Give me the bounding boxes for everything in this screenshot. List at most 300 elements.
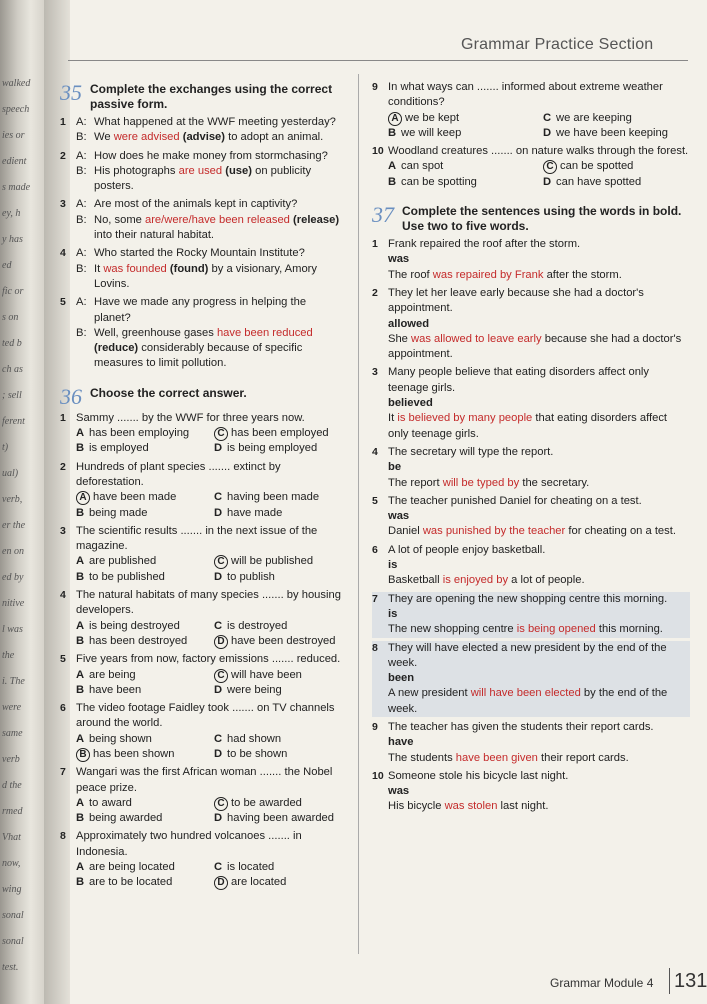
option-c	[214, 490, 344, 505]
option-letter: D	[214, 683, 223, 696]
key-word: believed	[388, 397, 433, 410]
item-number: 2	[60, 460, 66, 473]
option-c	[214, 732, 344, 747]
answer-options	[76, 619, 344, 650]
source-sentence: The teacher has given the students their report cards.	[388, 720, 654, 733]
exercise-instruction: Choose the correct answer.	[90, 385, 247, 400]
spine-text-fragment: ted b	[2, 338, 22, 349]
question-text: Five years from now, factory emissions ....... reduced.	[76, 653, 341, 666]
question-body	[76, 765, 344, 826]
source-sentence: Frank repaired the roof after the storm.	[388, 238, 581, 251]
question-body	[76, 652, 344, 698]
option-letter: A	[76, 555, 85, 568]
selected-option-letter: D	[214, 635, 228, 649]
spine-text-fragment: ual)	[2, 468, 19, 479]
question-text: Sammy ....... by the WWF for three years now.	[76, 411, 305, 424]
option-a	[76, 490, 206, 505]
item-number: 4	[60, 247, 66, 260]
exercise-items	[372, 237, 690, 815]
exercise-35	[60, 82, 344, 372]
rewrite-end: a lot of people.	[508, 574, 585, 587]
option-text: having been made	[227, 491, 320, 504]
rewritten-sentence	[388, 686, 690, 717]
question-text: Woodland creatures ....... on nature walks through the forest.	[388, 145, 689, 158]
transformation-item	[372, 494, 690, 540]
response-text-start: It	[94, 262, 104, 275]
option-c	[214, 426, 344, 441]
spine-text-fragment: y has	[2, 234, 23, 245]
answer-text: is believed by many people	[397, 412, 533, 425]
verb-prompt: (reduce)	[94, 342, 139, 355]
transformation-item	[372, 592, 690, 638]
rewrite-end: that eating disorders affect only teenage girls.	[388, 412, 668, 440]
rewrite-start: The roof	[388, 268, 433, 281]
item-number: 3	[60, 198, 66, 211]
spine-text-fragment: ed by	[2, 572, 24, 583]
exercise-number: 36	[60, 383, 82, 409]
multiple-choice-item	[60, 588, 344, 649]
speaker-a-line	[76, 246, 344, 261]
option-d	[214, 683, 344, 698]
question-text: The natural habitats of many species ....... by housing developers.	[76, 589, 341, 617]
speaker-label: A:	[76, 247, 87, 260]
option-d	[214, 875, 344, 890]
item-number: 8	[372, 641, 378, 654]
exercise-instruction: Complete the exchanges using the correct passive form.	[90, 82, 333, 111]
item-number: 9	[372, 81, 378, 93]
speaker-label: B:	[76, 131, 87, 144]
option-text: will be published	[231, 555, 314, 568]
column-divider	[358, 74, 359, 954]
speaker-b-line	[76, 213, 344, 244]
exercise-instruction: Complete the sentences using the words in bold. Use two to five words.	[402, 204, 682, 234]
option-letter: D	[543, 175, 552, 188]
exchange-item	[60, 115, 344, 146]
verb-prompt: (use)	[225, 164, 252, 177]
option-letter: A	[76, 619, 85, 632]
rewrite-end: this morning.	[595, 623, 663, 636]
option-b	[76, 441, 206, 456]
rewrite-start: The report	[388, 476, 443, 489]
source-sentence: They let her leave early because she had a doctor's appointment.	[388, 286, 644, 315]
option-letter: A	[76, 732, 85, 745]
source-sentence: Many people believe that eating disorders affect only teenage girls.	[388, 366, 649, 394]
answer-text: will be typed by	[442, 476, 520, 489]
spine-text-fragment: same	[2, 728, 23, 739]
spine-text-fragment: nitive	[2, 598, 25, 609]
key-word: was	[388, 785, 410, 798]
rewrite-start: His bicycle	[388, 800, 445, 813]
rewrite-end: the secretary.	[519, 476, 590, 489]
rewrite-start: A new president	[388, 687, 471, 700]
option-b	[388, 126, 535, 141]
option-letter: A	[76, 861, 85, 874]
transformation-body	[388, 720, 690, 766]
spine-text-fragment: ch as	[2, 364, 23, 375]
multiple-choice-item	[372, 144, 690, 190]
exercise-header	[60, 383, 344, 409]
spine-text-fragment: rmed	[2, 806, 23, 817]
transformation-item	[372, 641, 690, 717]
option-letter: B	[76, 876, 85, 889]
option-d	[214, 747, 344, 762]
section-header-title: Grammar Practice Section	[461, 36, 654, 53]
spine-text-fragment: ies or	[2, 130, 25, 141]
transformation-body	[388, 769, 690, 815]
transformation-body	[388, 641, 690, 717]
option-text: have been made	[93, 491, 177, 504]
multiple-choice-item	[60, 765, 344, 826]
spine-text-fragment: test.	[2, 962, 19, 973]
response-text-end: considerably because of specific measures to limit pollution.	[94, 342, 303, 370]
option-letter: A	[76, 427, 85, 440]
response-text-end: to adopt an animal.	[225, 131, 324, 144]
option-text: has been shown	[93, 747, 175, 760]
option-text: having been awarded	[227, 812, 334, 825]
option-letter: B	[388, 175, 397, 188]
spine-text-fragment: sonal	[2, 936, 24, 947]
option-a	[76, 619, 206, 634]
option-text: being awarded	[89, 812, 163, 825]
rewritten-sentence	[388, 799, 690, 814]
option-d	[214, 570, 344, 585]
option-text: we will keep	[401, 126, 462, 139]
option-b	[76, 570, 206, 585]
option-c	[543, 111, 690, 126]
question-body	[76, 524, 344, 585]
item-number: 4	[60, 589, 66, 602]
multiple-choice-item	[60, 460, 344, 521]
answer-options	[76, 796, 344, 827]
footer-rule	[669, 968, 670, 994]
key-word: is	[388, 607, 398, 620]
item-number: 5	[60, 653, 66, 666]
verb-prompt: (advise)	[182, 131, 225, 144]
rewrite-end: last night.	[497, 800, 549, 813]
option-letter: B	[76, 570, 85, 583]
option-text: has been destroyed	[89, 634, 188, 647]
item-number: 10	[372, 769, 384, 782]
exercise-items	[372, 80, 690, 190]
response-text-end: into their natural habitat.	[94, 229, 215, 242]
option-letter: C	[214, 732, 223, 745]
option-text: can be spotting	[401, 175, 477, 188]
question-body	[76, 701, 344, 762]
option-letter: C	[214, 861, 223, 874]
answer-text: are used	[178, 164, 223, 177]
answer-options	[76, 668, 344, 699]
option-text: will have been	[231, 668, 302, 681]
spine-text-fragment: verb,	[2, 494, 23, 505]
exchange-body	[76, 246, 344, 292]
question-body	[76, 460, 344, 521]
spine-text-fragment: verb	[2, 754, 20, 765]
option-letter: D	[214, 506, 223, 519]
speaker-label: B:	[76, 164, 87, 177]
option-c	[214, 668, 344, 683]
question-text: Hundreds of plant species ....... extinct by deforestation.	[76, 460, 281, 488]
rewrite-end: because she had a doctor's appointment.	[388, 332, 682, 361]
item-number: 1	[60, 411, 66, 424]
selected-option-letter: A	[388, 112, 402, 126]
option-letter: B	[388, 126, 397, 139]
option-text: we be kept	[405, 111, 460, 124]
verb-prompt: (release)	[293, 213, 340, 226]
key-word: is	[388, 559, 398, 572]
option-text: to be awarded	[231, 796, 302, 809]
option-d	[214, 506, 344, 521]
option-text: have made	[227, 506, 283, 519]
spine-text-fragment: s made	[2, 182, 31, 193]
option-letter: B	[76, 442, 85, 455]
spine-text-fragment: sonal	[2, 910, 24, 921]
option-b	[76, 747, 206, 762]
option-b	[76, 634, 206, 649]
option-text: is employed	[89, 442, 149, 455]
spine-text-fragment: ey, h	[2, 208, 21, 219]
multiple-choice-item	[372, 80, 690, 141]
option-letter: B	[76, 683, 85, 696]
response-text	[94, 213, 344, 244]
speaker-label: A:	[76, 296, 87, 309]
question-text: Who started the Rocky Mountain Institute?	[94, 247, 305, 260]
option-letter: B	[76, 634, 85, 647]
answer-options	[388, 111, 690, 142]
exchange-body	[76, 197, 344, 243]
speaker-a-line	[76, 295, 344, 326]
spine-text-fragment: speech	[2, 104, 30, 115]
transformation-item	[372, 769, 690, 815]
option-b	[76, 506, 206, 521]
answer-options	[76, 860, 344, 891]
response-text	[94, 164, 344, 195]
answer-text: is being opened	[516, 623, 596, 636]
item-number: 3	[60, 524, 66, 537]
question-text: Wangari was the first African woman ....... the Nobel peace prize.	[76, 766, 333, 794]
verb-prompt: (found)	[169, 262, 209, 275]
option-text: to be published	[89, 570, 165, 583]
selected-option-letter: C	[214, 669, 228, 683]
question-body	[76, 829, 344, 890]
question-text: Have we made any progress in helping the planet?	[94, 296, 307, 324]
speaker-label: A:	[76, 149, 87, 162]
option-d	[543, 175, 690, 190]
exercise-items	[60, 115, 344, 372]
option-text: to be shown	[227, 747, 288, 760]
option-letter: A	[76, 796, 85, 809]
option-text: being made	[89, 506, 148, 519]
transformation-body	[388, 365, 690, 441]
answer-options	[388, 159, 690, 190]
option-text: had shown	[227, 732, 282, 745]
answer-text: were advised	[113, 131, 180, 144]
speaker-b-line	[76, 130, 344, 145]
item-number: 1	[372, 238, 378, 251]
selected-option-letter: B	[76, 748, 90, 762]
option-letter: D	[214, 747, 223, 760]
answer-text: have been given	[455, 751, 538, 764]
speaker-label: B:	[76, 213, 87, 226]
transformation-body	[388, 286, 690, 362]
spine-text-fragment: d the	[2, 780, 22, 791]
spine-text-fragment: i. The	[2, 676, 25, 687]
option-d	[543, 126, 690, 141]
transformation-item	[372, 543, 690, 589]
left-column	[60, 82, 344, 905]
response-text-start: His photographs	[94, 164, 179, 177]
response-text	[94, 326, 344, 372]
option-b	[76, 811, 206, 826]
transformation-item	[372, 365, 690, 441]
spine-text-fragment: l was	[2, 624, 23, 635]
item-number: 2	[60, 149, 66, 162]
speaker-b-line	[76, 326, 344, 372]
transformation-item	[372, 445, 690, 491]
key-word: was	[388, 510, 410, 523]
header-rule	[68, 60, 688, 61]
rewrite-start: She	[388, 332, 412, 345]
option-d	[214, 811, 344, 826]
spine-text-fragment: ferent	[2, 416, 25, 427]
item-number: 1	[60, 116, 66, 128]
spine-text-fragment: er the	[2, 520, 26, 531]
question-text: Are most of the animals kept in captivity?	[94, 198, 298, 211]
exercise-36	[60, 383, 344, 891]
transformation-body	[388, 445, 690, 491]
item-number: 8	[60, 830, 66, 843]
transformation-item	[372, 720, 690, 766]
item-number: 9	[372, 720, 378, 733]
left-page-spine	[0, 0, 44, 1004]
spine-text-fragment: ; sell	[2, 390, 22, 401]
option-text: can be spotted	[560, 160, 634, 173]
transformation-body	[388, 237, 690, 283]
option-text: has been employing	[89, 427, 190, 440]
exercise-number: 37	[372, 202, 394, 228]
option-b	[76, 875, 206, 890]
response-text-start: No, some	[94, 213, 145, 226]
speaker-label: B:	[76, 326, 87, 339]
option-text: is destroyed	[227, 619, 288, 632]
rewritten-sentence	[388, 268, 690, 283]
option-c	[543, 159, 690, 174]
rewritten-sentence	[388, 524, 690, 539]
option-text: are being located	[89, 861, 175, 874]
option-letter: A	[76, 668, 85, 681]
rewritten-sentence	[388, 573, 690, 588]
option-text: were being	[227, 683, 282, 696]
exchange-body	[76, 295, 344, 371]
option-text: to publish	[227, 570, 275, 583]
question-text: How does he make money from stormchasing?	[94, 149, 328, 162]
spine-text-fragment: fic or	[2, 286, 24, 297]
rewrite-end: their report cards.	[537, 751, 629, 764]
option-text: to award	[89, 796, 132, 809]
question-text: What happened at the WWF meeting yesterday?	[94, 116, 336, 128]
multiple-choice-item	[60, 701, 344, 762]
selected-option-letter: C	[214, 427, 228, 441]
transformation-item	[372, 237, 690, 283]
source-sentence: The secretary will type the report.	[388, 445, 554, 458]
question-text: The scientific results ....... in the next issue of the magazine.	[76, 524, 318, 553]
option-text: is being employed	[227, 442, 318, 455]
selected-option-letter: C	[214, 797, 228, 811]
answer-text: was allowed to leave early	[411, 332, 542, 345]
rewrite-start: The new shopping centre	[388, 623, 517, 636]
selected-option-letter: D	[214, 876, 228, 890]
answer-options	[76, 426, 344, 457]
option-text: we are keeping	[556, 111, 632, 124]
item-number: 3	[372, 366, 378, 379]
option-letter: C	[543, 111, 552, 124]
speaker-b-line	[76, 262, 344, 293]
response-text-end: by a visionary, Amory Lovins.	[94, 262, 318, 290]
question-body	[388, 80, 690, 141]
answer-text: was repaired by Frank	[432, 268, 544, 281]
response-text-end: on publicity posters.	[94, 164, 312, 193]
transformation-body	[388, 592, 690, 638]
speaker-label: B:	[76, 262, 87, 275]
option-a	[76, 426, 206, 441]
question-body	[76, 411, 344, 457]
key-word: be	[388, 461, 402, 474]
exchange-item	[60, 246, 344, 292]
option-c	[214, 860, 344, 875]
response-text-start: We	[94, 131, 114, 144]
option-text: we have been keeping	[556, 126, 668, 139]
multiple-choice-item	[60, 829, 344, 890]
selected-option-letter: A	[76, 491, 90, 505]
question-body	[388, 144, 690, 190]
exercise-37	[372, 204, 690, 815]
response-text	[94, 262, 344, 293]
exercise-header	[372, 204, 690, 234]
answer-options	[76, 490, 344, 521]
option-c	[214, 619, 344, 634]
spine-text-fragment: Vhat	[2, 832, 21, 843]
option-letter: C	[214, 491, 223, 504]
item-number: 4	[372, 445, 378, 458]
spine-text-fragment: wing	[2, 884, 22, 895]
answer-options	[76, 732, 344, 763]
spine-text-fragment: now,	[2, 858, 21, 869]
item-number: 7	[372, 592, 378, 605]
source-sentence: They are opening the new shopping centre this morning.	[388, 592, 668, 605]
question-text: Approximately two hundred volcanoes ....... in Indonesia.	[76, 830, 302, 858]
option-letter: D	[214, 812, 223, 825]
rewritten-sentence	[388, 476, 690, 491]
rewrite-start: Basketball	[388, 574, 443, 587]
option-text: are located	[231, 876, 287, 889]
option-letter: C	[214, 619, 223, 632]
exercise-36-continued	[372, 80, 690, 190]
option-letter: A	[388, 160, 397, 173]
option-b	[76, 683, 206, 698]
answer-text: was founded	[103, 262, 167, 275]
key-word: was	[388, 253, 410, 266]
footer-module-label: Grammar Module 4	[550, 976, 654, 990]
multiple-choice-item	[60, 524, 344, 585]
option-c	[214, 796, 344, 811]
multiple-choice-item	[60, 411, 344, 457]
rewrite-end: for cheating on a test.	[565, 525, 676, 538]
item-number: 2	[372, 286, 378, 299]
response-text	[94, 130, 323, 145]
option-letter: D	[543, 126, 552, 139]
rewrite-start: Daniel	[388, 525, 423, 538]
transformation-body	[388, 543, 690, 589]
answer-text: was punished by the teacher	[422, 525, 566, 538]
